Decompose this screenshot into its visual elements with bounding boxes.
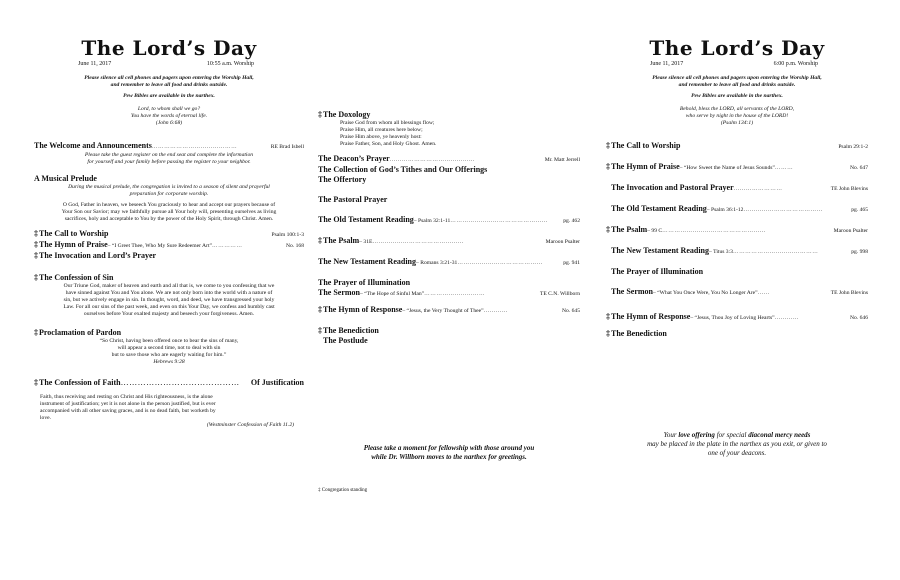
confession-of-sin-item: ‡ The Confession of Sin: [34, 273, 114, 282]
order-of-worship-continued-page: [318, 0, 580, 580]
service-date: June 11, 2017: [650, 61, 684, 67]
invocation-item: The Invocation and Pastoral Prayer …………………… TE John Blevins: [611, 183, 868, 192]
standing-mark: ‡: [34, 240, 38, 249]
hymn-of-response-item: ‡ The Hymn of Response – “Jesus, the Very Thought of Thee” ………… No. 645: [318, 305, 580, 314]
confession-text: Our Triune God, maker of heaven and earth and all that is, we come to you confessing that we have sinned against You and You alone. We are not only born into the world with a nature of sin, but we actively engage in sin. In thought, word, and deed, we have transgressed your holy Law. For all our sins of the past week, and even on this Your Day, we confess and humbly cast ourselves before Your exalted majesty and beseech your forgiveness. Amen.: [63, 283, 275, 317]
benediction-item: ‡ The Benediction: [606, 329, 667, 338]
dateline: [606, 61, 868, 67]
nt-reading-item: The New Testament Reading – Titus 3:3 …………………………………… pg. 998: [611, 246, 868, 255]
opening-prayer: O God, Father in heaven, we beseech You graciously to hear and accept our prayers because of Your Son our Savior; may we faithfully pursue all Your holy will, presenting ourselves as living sacrifices, holy and acceptable to You by the power of the Holy Spirit, through Christ. Amen.: [61, 202, 277, 222]
standing-mark: ‡: [606, 225, 610, 234]
sermon-item: The Sermon – “The Hope of Sinful Man” ………………………… TE C.N. Willborn: [318, 288, 580, 297]
service-time: 6:00 p.m. Worship: [773, 61, 818, 67]
page-title: The Lord’s Day: [649, 36, 825, 60]
hymn-of-response-item: ‡ The Hymn of Response – “Jesus, Thou Joy of Loving Hearts” ………… No. 646: [606, 312, 868, 321]
standing-mark: ‡: [318, 305, 322, 314]
confession-of-faith-item: ‡ The Confession of Faith …………………………………… Of Justification: [34, 378, 304, 387]
standing-mark: ‡: [34, 251, 38, 260]
pardon-item: ‡ Proclamation of Pardon: [34, 328, 122, 337]
pastoral-prayer-item: The Pastoral Prayer: [318, 195, 388, 204]
benediction-item: ‡ The Benediction: [318, 326, 379, 335]
tithes-item: The Collection of God’s Tithes and Our Offerings: [318, 165, 488, 174]
psalm-item: ‡ The Psalm – 99 C …………………………………………… Maroon Psalter: [606, 225, 868, 234]
confession-of-faith-text: Faith, thus receiving and resting on Christ and His righteousness, is the alone instrument of justification; yet it is not alone in the person justified, but is ever accompanied with all other saving graces, and is no dead faith, but worketh by love. (Westminster Confession of Faith 11.2): [40, 394, 294, 428]
love-offering-note: Your love offering for special diaconal mercy needs may be placed in the plate in the narthex as you exit, or given to one of your deacons.: [647, 431, 827, 457]
opening-verse: Lord, to whom shall we go? You have the words of eternal life. (John 6:68): [130, 106, 208, 126]
fellowship-note: Please take a moment for fellowship with those around you while Dr. Willborn moves to the narthex for greetings.: [363, 444, 535, 461]
service-date: June 11, 2017: [78, 61, 112, 67]
hymn-of-praise-item: ‡ The Hymn of Praise – “I Greet Thee, Who My Sure Redeemer Art” …………… No. 168: [34, 240, 304, 249]
standing-mark: ‡: [318, 110, 322, 119]
nt-reading-item: The New Testament Reading – Romans 3:21-31 …………………………………… pg. 941: [318, 257, 580, 266]
ot-reading-item: The Old Testament Reading – Psalm 32:1-11 ………………………………………… pg. 462: [318, 215, 580, 224]
service-time: 10:55 a.m. Worship: [206, 61, 254, 67]
standing-mark: ‡: [34, 378, 38, 387]
illumination-item: The Prayer of Illumination: [611, 267, 704, 276]
morning-bulletin-page: [34, 0, 304, 580]
postlude-item: The Postlude: [323, 336, 368, 345]
doxology-item: ‡ The Doxology: [318, 110, 371, 119]
standing-mark: ‡: [606, 312, 610, 321]
standing-mark: ‡: [34, 229, 38, 238]
illumination-item: The Prayer of Illumination: [318, 278, 411, 287]
ot-reading-item: The Old Testament Reading – Psalm 36:1-12 ………………………………… pg. 465: [611, 204, 868, 213]
standing-mark: ‡: [318, 326, 322, 335]
pew-bibles-notice: Pew Bibles are available in the narthex.: [691, 93, 783, 99]
dateline: [34, 61, 304, 67]
welcome-item: The Welcome and Announcements …………………………………… RE Brad Isbell: [34, 141, 304, 150]
psalm-item: ‡ The Psalm – 31E ……………………………………… Maroon Psalter: [318, 236, 580, 245]
hymn-of-praise-item: ‡ The Hymn of Praise – “How Sweet the Name of Jesus Sounds” ……… No. 647: [606, 162, 868, 171]
call-to-worship-item: ‡ The Call to Worship Psalm 29:1-2: [606, 141, 868, 150]
standing-mark: ‡: [318, 236, 322, 245]
offertory-item: The Offertory: [318, 175, 367, 184]
standing-mark: ‡: [34, 273, 38, 282]
phone-notice: Please silence all cell phones and pagers upon entering the Worship Hall, and remember to leave all food and drinks outside.: [652, 75, 822, 88]
pardon-text: “So Christ, having been offered once to bear the sins of many, will appear a second time, not to deal with sin but to save those who are eagerly waiting for him.” Hebrews 9:28: [99, 338, 239, 365]
doxology-text: Praise God from whom all blessings flow; Praise Him, all creatures here below; Praise Him above, ye heavenly host: Praise Father, Son, and Holy Ghost. Amen.: [340, 120, 437, 147]
phone-notice: Please silence all cell phones and pagers upon entering the Worship Hall, and remember to leave all food and drinks outside.: [84, 75, 254, 88]
standing-mark: ‡: [606, 162, 610, 171]
standing-mark: ‡: [318, 488, 321, 493]
opening-verse: Behold, bless the LORD, all servants of the LORD, who serve by night in the house of the LORD! (Psalm 134:1): [679, 106, 795, 126]
standing-footnote: ‡ Congregation standing: [318, 488, 368, 493]
deacons-prayer-item: The Deacon’s Prayer …………………………………… Mr. Matt Jerrell: [318, 154, 580, 163]
standing-mark: ‡: [606, 141, 610, 150]
sermon-item: The Sermon – “What You Once Were, You No Longer Are” …… TE John Blevins: [611, 287, 868, 296]
welcome-note: Please take the guest register on the end seat and complete the information for yourself and your family before passing the register to your neighbor.: [84, 152, 254, 165]
invocation-item: ‡ The Invocation and Lord’s Prayer: [34, 251, 157, 260]
pew-bibles-notice: Pew Bibles are available in the narthex.: [123, 93, 215, 99]
page-title: The Lord’s Day: [81, 36, 257, 60]
standing-mark: ‡: [34, 328, 38, 337]
prelude-note: During the musical prelude, the congregation is invited to a season of silent and prayerful preparation for corporate worship.: [68, 184, 270, 197]
call-to-worship-item: ‡ The Call to Worship Psalm 100:1-3: [34, 229, 304, 238]
evening-bulletin-page: [606, 0, 868, 580]
prelude-item: A Musical Prelude: [34, 174, 97, 183]
standing-mark: ‡: [606, 329, 610, 338]
